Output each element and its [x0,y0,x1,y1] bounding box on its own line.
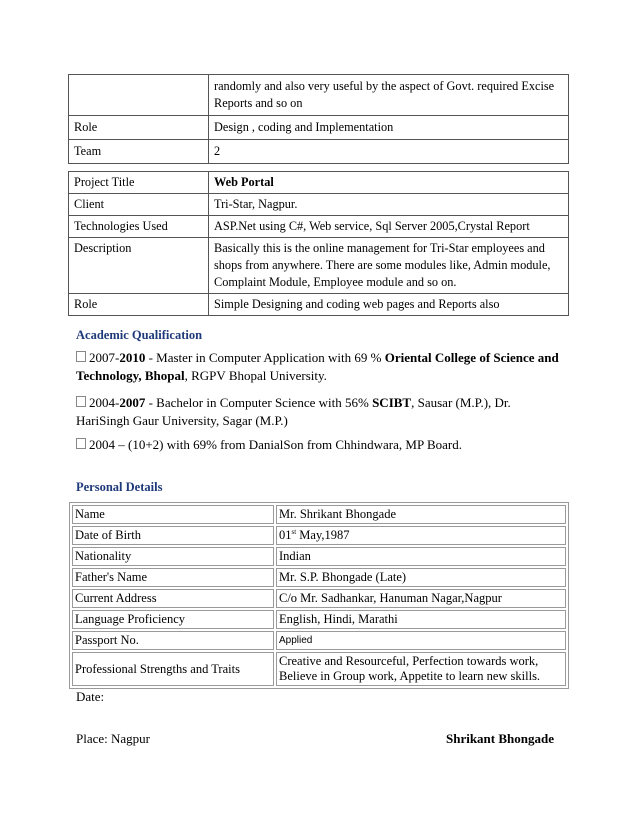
item-text: 2004- [89,395,120,410]
table-row [72,589,566,608]
row-value [276,526,566,545]
dob-rest: May,1987 [296,528,350,542]
table-row [72,610,566,629]
row-key: Passport No. [72,631,274,650]
table-row [69,238,569,294]
item-text: 2004 – (10+2) with 69% from DanialSon from Chhindwara, MP Board. [89,437,462,452]
table-row [69,116,569,140]
row-value: Simple Designing and coding web pages and Reports also [209,294,569,316]
project-title-value: Web Portal [209,172,569,194]
dob-day: 01 [279,528,292,542]
table-row [69,216,569,238]
row-value: randomly and also very useful by the aspect of Govt. required Excise Reports and so on [209,75,569,116]
item-text: 2007 [119,395,146,410]
row-value: English, Hindi, Marathi [276,610,566,629]
row-key: Father's Name [72,568,274,587]
row-key: Language Proficiency [72,610,274,629]
table-row [69,75,569,116]
dob-suffix: st [291,527,297,536]
row-key [69,75,209,116]
table-row [69,294,569,316]
row-value: Basically this is the online management for Tri-Star employees and shops from anywhere. There are some modules like, Admin module, Complaint Module, Employee module and so on. [209,238,569,294]
row-key: Role [69,116,209,140]
table-row [72,652,566,686]
item-text: , RGPV Bhopal University. [184,368,327,383]
row-key: Description [69,238,209,294]
row-key: Team [69,140,209,164]
item-text: - Master in Computer Application with 69 % [145,350,385,365]
row-key: Project Title [69,172,209,194]
web-portal-project-table [68,171,569,316]
row-key: Date of Birth [72,526,274,545]
table-row [72,526,566,545]
item-text: 2010 [119,350,146,365]
place-label: Place: Nagpur [76,731,151,746]
row-key: Current Address [72,589,274,608]
date-label: Date: [76,689,105,704]
row-value: Indian [276,547,566,566]
row-value: Design , coding and Implementation [209,116,569,140]
academic-item-bsc [76,394,566,430]
row-key: Nationality [72,547,274,566]
row-value: Applied [276,631,566,650]
academic-item-mca [76,349,566,385]
row-value: Tri-Star, Nagpur. [209,194,569,216]
signature-name: Shrikant Bhongade [445,731,554,746]
table-row [69,140,569,164]
college-name: SCIBT [372,395,412,410]
checkbox-icon [76,438,86,449]
academic-heading: Academic Qualification [76,328,203,342]
checkbox-icon [76,351,86,362]
row-value: 2 [209,140,569,164]
table-row [69,194,569,216]
row-value: Creative and Resourceful, Perfection towards work, Believe in Group work, Appetite to learn new skills. [276,652,566,686]
row-value: ASP.Net using C#, Web service, Sql Server 2005,Crystal Report [209,216,569,238]
row-key: Technologies Used [69,216,209,238]
academic-item-hsc [76,436,566,454]
table-row [72,631,566,650]
item-text: , Sausar (M.P.), Dr. HariSingh Gaur University, Sagar (M.P.) [76,395,511,428]
table-row [72,547,566,566]
college-name: Oriental College of Science and Technology, Bhopal [76,350,559,383]
personal-heading: Personal Details [76,480,163,494]
row-key: Professional Strengths and Traits [72,652,274,686]
item-text: 2007- [89,350,120,365]
row-value: C/o Mr. Sadhankar, Hanuman Nagar,Nagpur [276,589,566,608]
table-row [69,172,569,194]
table-row [72,505,566,524]
row-value: Mr. Shrikant Bhongade [276,505,566,524]
row-key: Name [72,505,274,524]
item-text: - Bachelor in Computer Science with 56% [145,395,373,410]
row-value: Mr. S.P. Bhongade (Late) [276,568,566,587]
personal-details-table [69,502,569,689]
table-row [72,568,566,587]
checkbox-icon [76,396,86,407]
row-key: Client [69,194,209,216]
previous-project-table [68,74,569,164]
row-key: Role [69,294,209,316]
